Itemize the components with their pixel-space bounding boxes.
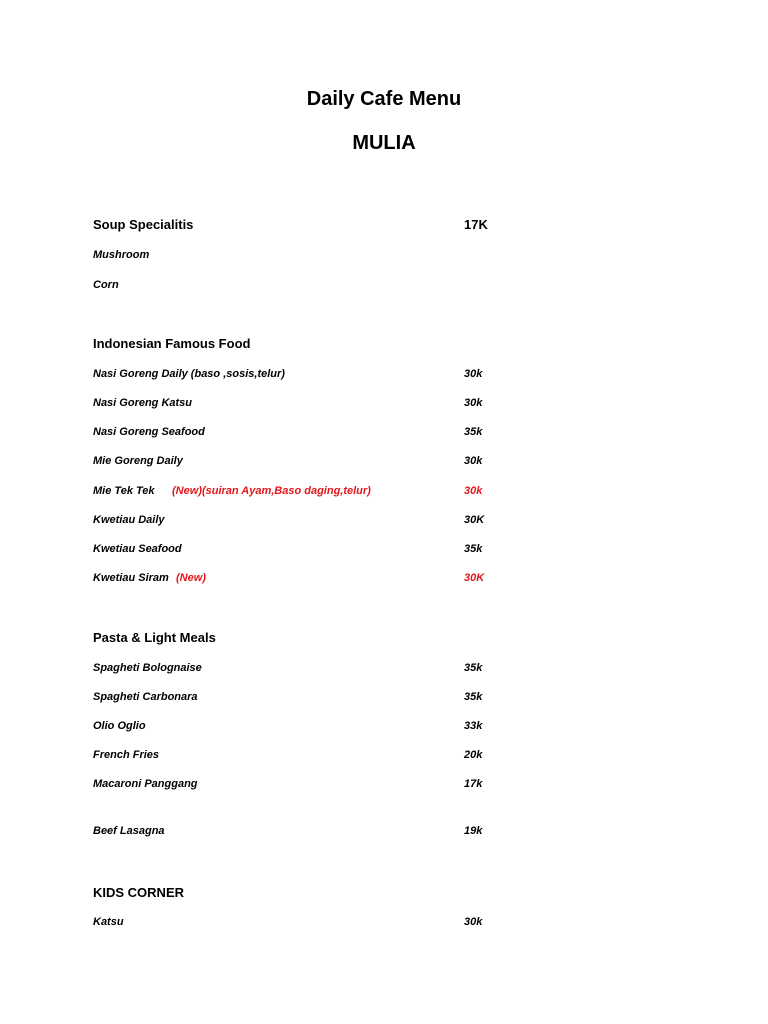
menu-item-price: 30K (464, 514, 485, 526)
menu-item-price: 30k (464, 485, 483, 497)
menu-item-price: 30k (464, 916, 483, 928)
section-heading-soup: Soup Specialitis (93, 217, 194, 232)
menu-item-price: 30k (464, 455, 483, 467)
section-heading-kids: KIDS CORNER (93, 885, 185, 900)
menu-item-name: French Fries (93, 749, 160, 761)
menu-item-name: Mie Goreng Daily (93, 455, 183, 467)
menu-item-name: Kwetiau Siram (93, 572, 169, 584)
menu-item-price: 35k (464, 662, 483, 674)
new-item-note: (New)(suiran Ayam,Baso daging,telur) (172, 485, 371, 497)
section-heading-indonesian: Indonesian Famous Food (93, 336, 251, 351)
menu-item-price: 33k (464, 720, 483, 732)
menu-item-name: Spagheti Carbonara (93, 691, 198, 703)
menu-item-name: Beef Lasagna (93, 825, 165, 837)
menu-item-price: 30k (464, 397, 483, 409)
menu-item-name: Kwetiau Daily (93, 514, 165, 526)
page-title: Daily Cafe Menu (306, 88, 462, 110)
restaurant-name: MULIA (352, 132, 416, 154)
menu-item-price: 17k (464, 778, 483, 790)
section-price-soup: 17K (464, 217, 488, 232)
menu-item-name: Mie Tek Tek (93, 485, 155, 497)
menu-item-name: Mushroom (93, 249, 150, 261)
menu-item-price: 35k (464, 426, 483, 438)
menu-item-name: Spagheti Bolognaise (93, 662, 202, 674)
menu-item-name: Katsu (93, 916, 124, 928)
menu-item-price: 35k (464, 543, 483, 555)
menu-item-name: Nasi Goreng Seafood (93, 426, 205, 438)
menu-item-name: Kwetiau Seafood (93, 543, 182, 555)
menu-item-price: 35k (464, 691, 483, 703)
menu-item-price: 19k (464, 825, 483, 837)
menu-item-price: 30K (464, 572, 485, 584)
menu-item-name: Macaroni Panggang (93, 778, 198, 790)
menu-item-price: 20k (464, 749, 483, 761)
menu-item-name: Corn (93, 279, 119, 291)
menu-item-name: Olio Oglio (93, 720, 146, 732)
menu-item-price: 30k (464, 368, 483, 380)
new-item-note: (New) (176, 572, 206, 584)
section-heading-pasta: Pasta & Light Meals (93, 630, 216, 645)
menu-item-name: Nasi Goreng Daily (baso ,sosis,telur) (93, 368, 285, 380)
menu-item-name: Nasi Goreng Katsu (93, 397, 193, 409)
